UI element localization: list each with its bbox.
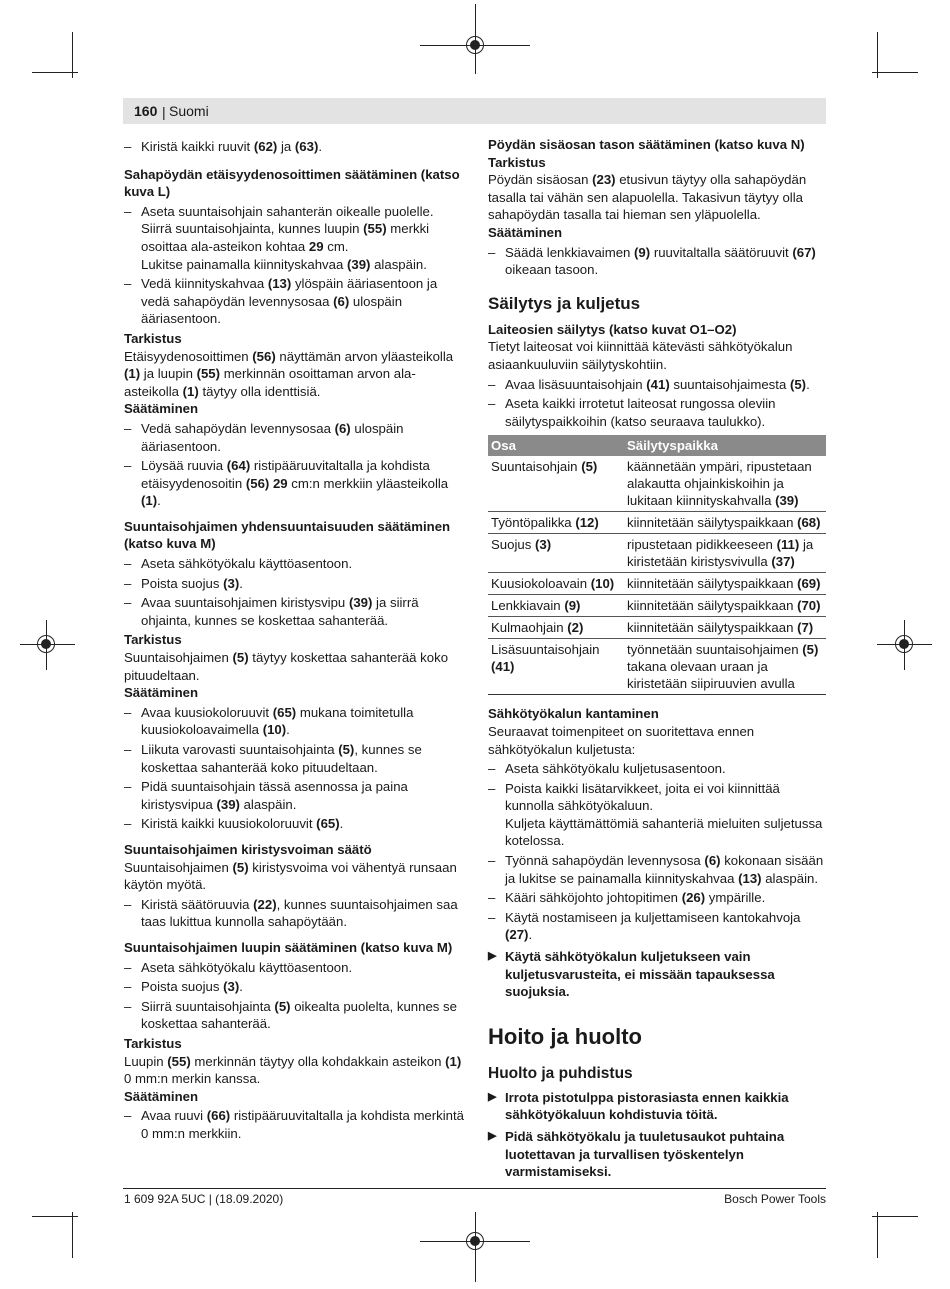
section-title: Säilytys ja kuljetus: [488, 293, 641, 313]
paragraph: Seuraavat toimenpiteet on suoritettava ennen sähkötyökalun kuljetusta:: [488, 723, 755, 757]
arrow-right-icon: ▶: [488, 1090, 497, 1103]
paragraph: Suuntaisohjaimen (5) täytyy koskettaa sahanterää koko pituudeltaan.: [124, 650, 449, 683]
list-item: – Avaa lisäsuuntaisohjain (41) suuntaisohjaimesta (5).: [488, 376, 810, 392]
table-header-cell: Osa: [488, 435, 624, 456]
list-item: – Kiristä kaikki ruuvit (62) ja (63).: [124, 139, 323, 154]
left-column: [124, 136, 464, 1144]
header-language: Suomi: [169, 103, 209, 119]
list-item: – Löysää ruuvia (64) ristipääruuvitaltalla ja kohdista etäisyydenosoitin (56) 29 cm:n merkkiin yläasteikolla (1).: [124, 458, 449, 509]
list-item: – Poista kaikki lisätarvikkeet, joita ei voi kiinnittää kunnolla sähkötyökaluun. Kuljeta käyttämättömiä sahanteriä mieluiten suljetussa kotelossa.: [488, 780, 823, 849]
paragraph: Tietyt laiteosat voi kiinnittää kätevästi sähkötyökalun asiaankuuluviin säilytyskohtiin.: [488, 339, 793, 372]
section-heading: Suuntaisohjaimen yhdensuuntaisuuden säätäminen (katso kuva M): [124, 518, 451, 552]
list-item: – Pidä suuntaisohjain tässä asennossa ja paina kiristysvipua (39) alaspäin.: [124, 779, 408, 812]
paragraph: Pöydän sisäosan (23) etusivun täytyy olla sahapöydän tasalla tai vähän sen alapuolella. Takasivun täytyy olla sahapöydän tasalla tai hieman sen yläpuolella.: [488, 172, 807, 223]
header-separator: |: [162, 104, 166, 120]
crop-mark: [32, 72, 78, 73]
list-item: – Avaa kuusiokoloruuvit (65) mukana toimitetulla kuusiokoloavaimella (10).: [124, 704, 414, 738]
list-item: – Avaa suuntaisohjaimen kiristysvipu (39) ja siirrä ohjainta, kunnes se koskettaa sahanterää.: [124, 595, 419, 628]
header-bar: [123, 98, 826, 124]
list-item: – Säädä lenkkiavaimen (9) ruuvitaltalla säätöruuvit (67) oikeaan tasoon.: [488, 244, 816, 278]
table-row: [488, 617, 826, 639]
paragraph: Suuntaisohjaimen (5) kiristysvoima voi vähentyä runsaan käytön myötä.: [124, 859, 457, 893]
section-heading: Laiteosien säilytys (katso kuvat O1–O2): [488, 321, 737, 337]
warning-item: ▶ Pidä sähkötyökalu ja tuuletusaukot puhtaina luotettavan ja turvallisen työskentelyn varmistamiseksi.: [488, 1129, 785, 1180]
list-item: – Avaa ruuvi (66) ristipääruuvitaltalla ja kohdista merkintä 0 mm:n merkkiin.: [124, 1108, 465, 1141]
list-item: – Kiristä kaikki kuusiokoloruuvit (65).: [124, 816, 344, 832]
list-item: – Kääri sähköjohto johtopitimen (26) ympärille.: [488, 890, 766, 906]
registration-mark-icon: [466, 1232, 484, 1250]
table-row: [488, 639, 826, 695]
list-item: – Kiristä säätöruuvia (22), kunnes suuntaisohjaimen saa taas lukittua kunnolla sahapöytään.: [124, 896, 458, 930]
list-item: – Käytä nostamiseen ja kuljettamiseen kantokahvoja (27).: [488, 909, 801, 943]
list-item: – Liikuta varovasti suuntaisohjainta (5), kunnes se koskettaa sahanterää koko pituudeltaan.: [124, 742, 422, 775]
list-item: – Aseta sähkötyökalu kuljetusasentoon.: [488, 761, 726, 777]
subheading: Tarkistus: [124, 1035, 182, 1051]
table-cell: ripustetaan pidikkeeseen (11) ja kiristetään kiristysvivulla (37): [624, 534, 826, 573]
section-heading: Sahapöydän etäisyydenosoittimen säätäminen (katso kuva L): [124, 166, 460, 200]
table-header-cell: Säilytyspaikka: [624, 435, 826, 456]
subheading: Tarkistus: [124, 330, 182, 346]
subheading: Säätäminen: [488, 224, 563, 240]
table-cell: Työntöpalikka (12): [488, 512, 624, 534]
warning-item: ▶ Käytä sähkötyökalun kuljetukseen vain kuljetusvarusteita, ei missään tapauksessa suojuksia.: [488, 949, 775, 1000]
section-heading: Suuntaisohjaimen luupin säätäminen (katso kuva M): [124, 939, 453, 955]
table-cell: kiinnitetään säilytyspaikkaan (70): [624, 595, 826, 617]
table-cell: Kuusiokoloavain (10): [488, 573, 624, 595]
subheading: Tarkistus: [124, 632, 182, 648]
list-item: – Aseta sähkötyökalu käyttöasentoon.: [124, 959, 353, 975]
arrow-right-icon: ▶: [488, 1130, 497, 1142]
crop-mark: [872, 1216, 918, 1217]
list-item: – Siirrä suuntaisohjainta (5) oikealta puolelta, kunnes se koskettaa sahanterää.: [124, 998, 457, 1032]
list-item: – Vedä kiinnityskahvaa (13) ylöspäin ääriasentoon ja vedä sahapöydän levennysosaa (6) ulospäin ääriasentoon.: [124, 276, 438, 327]
table-cell: Suojus (3): [488, 534, 624, 573]
crop-mark: [877, 1212, 878, 1258]
table-cell: työnnetään suuntaisohjaimen (5) takana olevaan uraan ja kiristetään siipiruuvien avulla: [624, 639, 826, 695]
table-cell: kiinnitetään säilytyspaikkaan (68): [624, 512, 826, 534]
footer-rule: [123, 1188, 826, 1189]
table-row: [488, 534, 826, 573]
chapter-title: Hoito ja huolto: [488, 1023, 642, 1049]
subheading: Säätäminen: [124, 685, 199, 701]
paragraph: Luupin (55) merkinnän täytyy olla kohdakkain asteikon (1) 0 mm:n merkin kanssa.: [124, 1053, 462, 1087]
table-cell: käännetään ympäri, ripustetaan alakautta ohjainkiskoihin ja lukitaan kiinnityskahvalla (39): [624, 456, 826, 512]
list-item: – Aseta kaikki irrotetut laiteosat rungossa oleviin säilytyspaikkoihin (katso seuraava taulukko).: [488, 396, 776, 429]
table-row: [488, 456, 826, 512]
warning-item: ▶ Irrota pistotulppa pistorasiasta ennen kaikkia sähkötyökaluun kohdistuvia töitä.: [488, 1089, 789, 1123]
section-title: Huolto ja puhdistus: [488, 1064, 633, 1082]
section-heading: Sähkötyökalun kantaminen: [488, 706, 659, 722]
table-row: [488, 512, 826, 534]
storage-table: [488, 435, 826, 695]
table-row: [488, 595, 826, 617]
table-row: [488, 573, 826, 595]
table-cell: Lenkkiavain (9): [488, 595, 624, 617]
section-heading: Suuntaisohjaimen kiristysvoiman säätö: [124, 841, 372, 857]
table-cell: Lisäsuuntaisohjain (41): [488, 639, 624, 695]
subheading: Tarkistus: [488, 154, 546, 170]
subheading: Säätäminen: [124, 401, 199, 417]
paragraph: Etäisyydenosoittimen (56) näyttämän arvon yläasteikolla (1) ja luupin (55) merkinnän osoittaman arvon ala-asteikolla (1) täytyy olla identtisiä.: [124, 348, 454, 399]
registration-mark-icon: [37, 635, 55, 653]
table-header-row: [488, 435, 826, 456]
list-item: – Aseta suuntaisohjain sahanterän oikealle puolelle. Siirrä suuntaisohjainta, kunnes luupin (55) merkki osoittaa ala-asteikon kohtaa 29 cm. Lukitse painamalla kiinnityskahvaa (39) alaspäin.: [124, 203, 434, 272]
footer-brand: Bosch Power Tools: [724, 1192, 826, 1206]
list-item: – Työnnä sahapöydän levennysosa (6) kokonaan sisään ja lukitse se painamalla kiinnityskahvaa (13) alaspäin.: [488, 853, 824, 886]
list-item: – Poista suojus (3).: [124, 575, 243, 591]
crop-mark: [32, 1216, 78, 1217]
page-number: 160: [134, 103, 158, 119]
registration-mark-icon: [466, 36, 484, 54]
table-cell: Suuntaisohjain (5): [488, 456, 624, 512]
crop-mark: [872, 72, 918, 73]
table-cell: Kulmaohjain (2): [488, 617, 624, 639]
table-cell: kiinnitetään säilytyspaikkaan (7): [624, 617, 826, 639]
arrow-right-icon: ▶: [488, 950, 497, 963]
registration-mark-icon: [895, 635, 913, 653]
right-column: [488, 136, 826, 1185]
crop-mark: [72, 1212, 73, 1258]
section-heading: Pöydän sisäosan tason säätäminen (katso kuva N): [488, 137, 805, 152]
list-item: – Aseta sähkötyökalu käyttöasentoon.: [124, 556, 353, 572]
subheading: Säätäminen: [124, 1088, 199, 1104]
list-item: – Poista suojus (3).: [124, 979, 243, 995]
footer-doc-id: 1 609 92A 5UC | (18.09.2020): [124, 1192, 284, 1206]
table-cell: kiinnitetään säilytyspaikkaan (69): [624, 573, 826, 595]
list-item: – Vedä sahapöydän levennysosaa (6) ulospäin ääriasentoon.: [124, 420, 404, 454]
